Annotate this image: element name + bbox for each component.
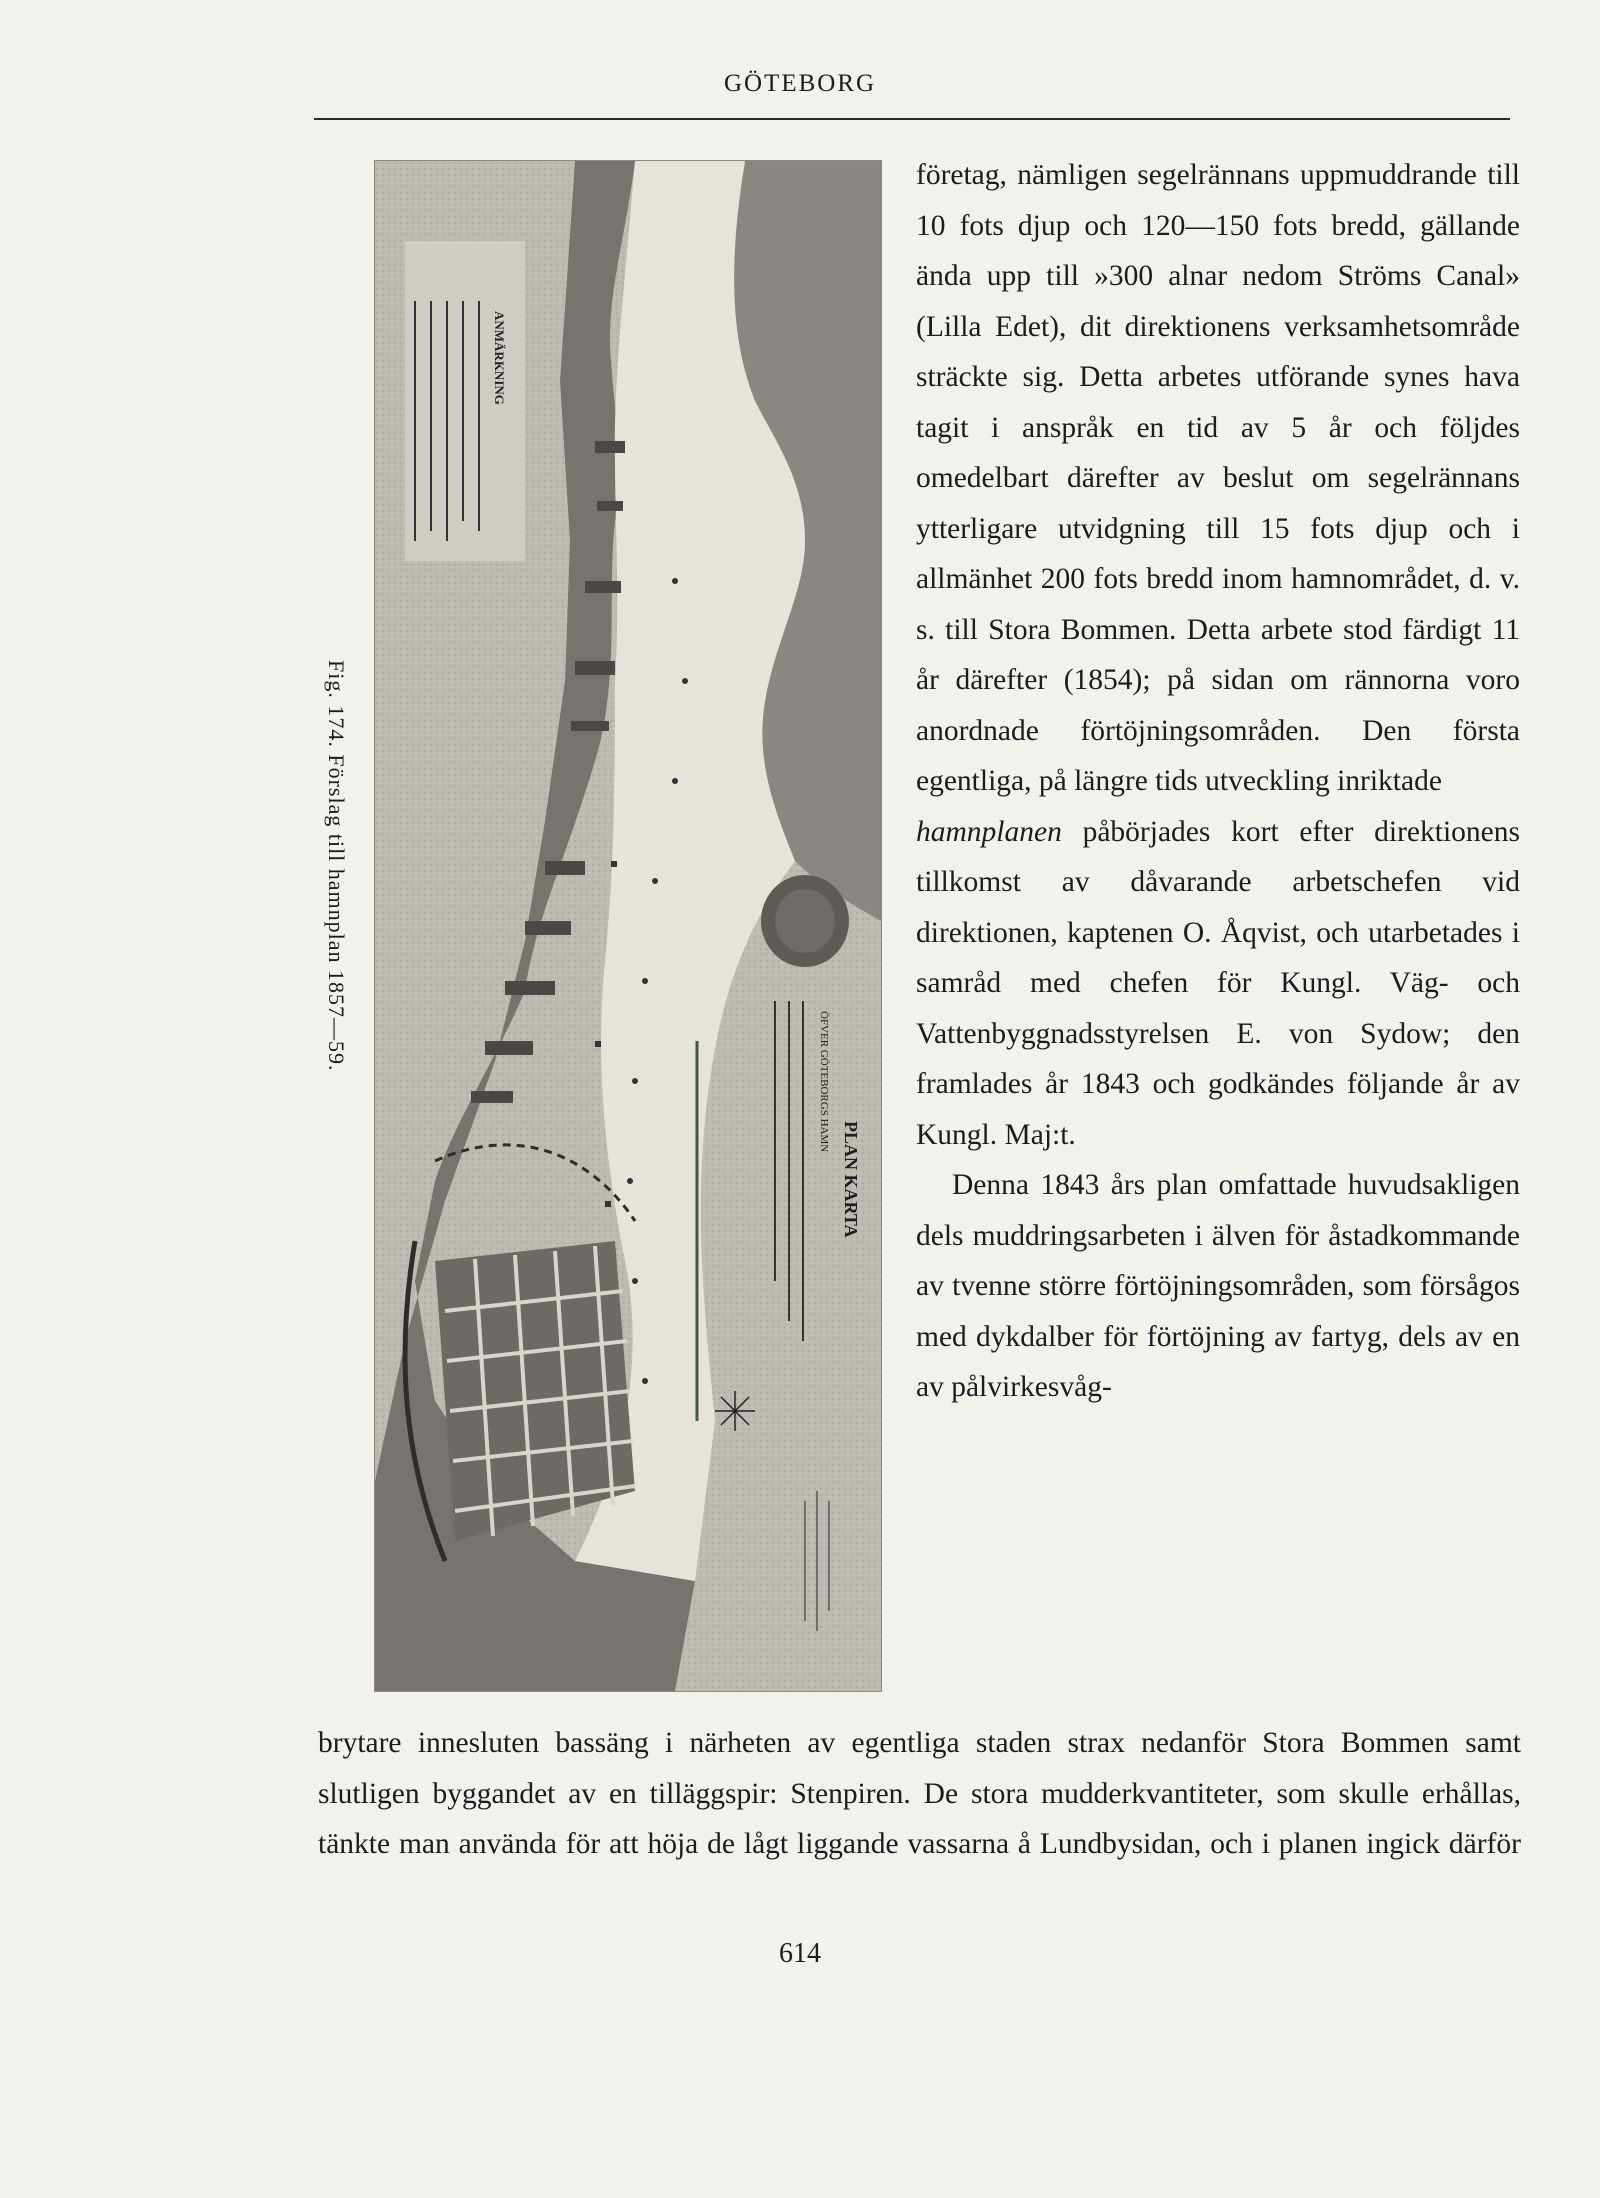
paragraph bbox=[916, 807, 1520, 1161]
compass-rose bbox=[715, 1391, 755, 1431]
italic-term: hamnplanen bbox=[916, 815, 1062, 848]
figure-caption: Fig. 174. Förslag till hamnplan 1857—59. bbox=[324, 660, 349, 1072]
harbor-plan-map bbox=[375, 161, 881, 1691]
page-number: 614 bbox=[779, 1938, 821, 1969]
body-text-full-width bbox=[318, 1718, 1521, 1870]
paragraph: brytare innesluten bassäng i närheten av egentliga staden strax nedanför Stora Bommen samt slutligen byggandet av en tilläggspir: Stenpiren. De stora mudderkvantiteter, som skulle erhållas, tänkte man använda för att höja de lågt liggande vassarna å Lundbysidan, och i planen ingick därför bbox=[318, 1727, 1521, 1860]
map-legend bbox=[405, 241, 525, 561]
running-head: GÖTEBORG bbox=[723, 70, 877, 97]
harbor-plan-map-figure bbox=[374, 160, 882, 1692]
paragraph: företag, nämligen segelrännans uppmuddrande till 10 fots djup och 120—150 fots bredd, gällande ända upp till »300 alnar nedom Ströms Canal» (Lilla Edet), dit direktionens verksamhetsområde sträckte sig. Detta arbetes utförande synes hava tagit i anspråk en tid av 5 år och följdes omedelbart därefter av beslut om segelrännans ytterligare utvidgning till 15 fots djup och i allmänhet 200 fots bredd inom hamnområdet, d. v. s. till Stora Bommen. Detta arbete stod färdigt 11 år därefter (1854); på sidan om rännorna voro anordnade förtöjningsområden. Den första egentliga, på längre tids utveckling inriktade bbox=[916, 159, 1520, 797]
map-title: PLAN KARTA bbox=[841, 1121, 861, 1238]
header-rule bbox=[314, 118, 1510, 120]
paragraph-continuation: påbörjades kort efter direktionens tillkomst av dåvarande arbetschefen vid direktionen, kaptenen O. Åqvist, och utarbetades i samråd med chefen för Kungl. Väg- och Vattenbyggnadsstyrelsen E. von Sydow; den framlades år 1843 och godkändes följande år av Kungl. Maj:t. bbox=[916, 815, 1520, 1151]
body-text-column bbox=[916, 150, 1520, 1413]
map-subtitle: ÖFVER GÖTEBORGS HAMN bbox=[818, 1011, 830, 1153]
paragraph: Denna 1843 års plan omfattade huvudsakligen dels muddringsarbeten i älven för åstadkommande av tvenne större förtöjningsområden, som försågos med dykdalber för förtöjning av fartyg, dels av en av pålvirkesvåg- bbox=[916, 1169, 1520, 1403]
legend-title: ANMÄRKNING bbox=[492, 311, 507, 405]
